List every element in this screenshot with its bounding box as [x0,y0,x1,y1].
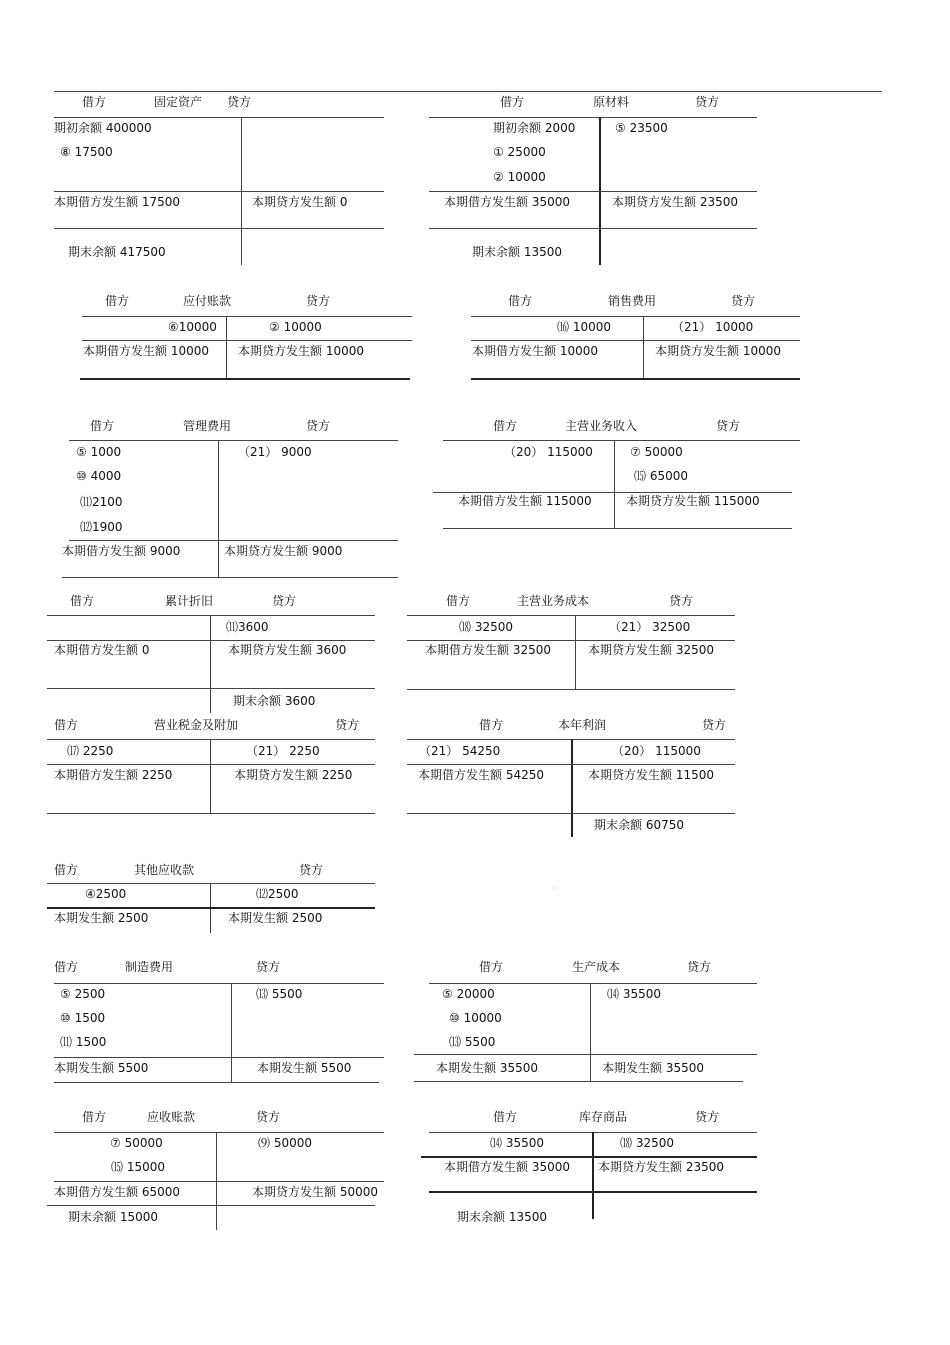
debit-total: 本期借方发生额 32500 [425,643,551,657]
credit-label: 贷方 [306,294,331,308]
credit-total: 本期贷方发生额 0 [252,195,348,209]
credit-total: 本期贷方发生额 9000 [224,544,343,558]
debit-label: 借方 [54,863,79,877]
debit-entry: （21） 54250 [419,744,501,758]
debit-label: 借方 [54,718,79,732]
account-title: 主营业务收入 [565,419,638,433]
debit-label: 借方 [54,960,79,974]
credit-label: 贷方 [731,294,756,308]
credit-entry: ⒂ 65000 [634,469,688,483]
credit-label: 贷方 [687,960,712,974]
center-divider [218,440,219,577]
debit-entry: ④2500 [85,887,127,901]
debit-entry: ⑤ 20000 [442,987,495,1001]
debit-entry: ⒅ 32500 [459,620,513,634]
debit-total: 本期借方发生额 17500 [54,195,180,209]
balance-rule [54,228,384,229]
debit-entry: ⑩ 4000 [76,469,122,483]
debit-total: 本期借方发生额 9000 [62,544,181,558]
debit-total: 本期借方发生额 35000 [444,195,570,209]
credit-entry: （21） 9000 [238,445,312,459]
totals-rule [54,191,384,192]
totals-rule [69,540,398,541]
closing-rule [407,689,735,690]
credit-label: 贷方 [299,863,324,877]
debit-entry: ⑾ 1500 [60,1035,107,1049]
debit-entry: ⑩ 1500 [60,1011,106,1025]
credit-entry: ⑤ 23500 [615,121,668,135]
credit-label: 贷方 [227,95,252,109]
totals-rule [47,640,375,641]
credit-total: 本期贷方发生额 32500 [588,643,714,657]
totals-rule [421,1156,757,1158]
debit-entry: ⑧ 17500 [60,145,113,159]
debit-total: 本期借方发生额 35000 [444,1160,570,1174]
account-title: 原材料 [593,95,630,109]
credit-total: 本期贷方发生额 50000 [252,1185,378,1199]
debit-total: 本期借方发生额 0 [54,643,150,657]
totals-rule [407,764,735,765]
account-title: 固定资产 [154,95,203,109]
debit-label: 借方 [493,419,518,433]
account-title: 应收账款 [147,1110,196,1124]
header-rule [47,883,375,884]
debit-label: 借方 [82,95,107,109]
account-title: 管理费用 [183,419,232,433]
debit-entry: ⒁ 35500 [490,1136,544,1150]
credit-total: 本期发生额 2500 [228,911,323,925]
credit-label: 贷方 [256,1110,281,1124]
closing-rule [443,528,792,529]
credit-label: 贷方 [695,1110,720,1124]
totals-rule [407,640,735,641]
center-divider [643,316,644,379]
credit-total: 本期贷方发生额 23500 [598,1160,724,1174]
ending-balance: 期末余额 15000 [68,1210,158,1224]
header-rule [54,117,384,118]
header-rule [69,440,398,441]
debit-label: 借方 [500,95,525,109]
account-title: 其他应收款 [134,863,195,877]
debit-label: 借方 [90,419,115,433]
closing-rule [414,1081,743,1082]
credit-total: 本期贷方发生额 115000 [626,494,760,508]
center-divider [575,615,576,689]
account-title: 本年利润 [558,718,607,732]
credit-label: 贷方 [669,594,694,608]
credit-entry: ⒁ 35500 [607,987,661,1001]
debit-label: 借方 [508,294,533,308]
center-divider [614,440,615,528]
debit-entry: ⑩ 10000 [449,1011,502,1025]
debit-entry: ⑥10000 [168,320,217,334]
ending-balance: 期末余额 417500 [68,245,166,259]
debit-label: 借方 [82,1110,107,1124]
credit-total: 本期贷方发生额 23500 [612,195,738,209]
totals-rule [47,764,375,765]
center-divider [231,983,232,1082]
debit-total: 本期借方发生额 10000 [83,344,209,358]
closing-rule [47,813,375,814]
header-rule [429,117,757,118]
credit-label: 贷方 [716,419,741,433]
header-rule [443,440,800,441]
header-rule [54,1132,384,1133]
header-rule [407,615,735,616]
credit-label: 贷方 [335,718,360,732]
debit-entry: ⑤ 2500 [60,987,106,1001]
ending-balance: 期末余额 13500 [472,245,562,259]
closing-rule [471,378,800,380]
debit-entry: 期初余额 400000 [54,121,152,135]
header-rule [54,983,384,984]
ending-balance: 期末余额 60750 [594,818,684,832]
closing-rule [54,1082,379,1083]
account-title: 制造费用 [125,960,174,974]
balance-rule [47,1205,375,1206]
debit-total: 本期发生额 35500 [436,1061,538,1075]
account-title: 销售费用 [608,294,657,308]
balance-rule [429,228,757,229]
debit-total: 本期借方发生额 10000 [472,344,598,358]
credit-label: 贷方 [306,419,331,433]
debit-entry: 期初余额 2000 [493,121,576,135]
balance-rule [47,688,375,689]
center-divider [226,316,227,379]
debit-label: 借方 [479,960,504,974]
closing-rule [80,378,410,380]
debit-entry: ⒄ 2250 [67,744,114,758]
credit-entry: ⑦ 50000 [630,445,683,459]
credit-label: 贷方 [702,718,727,732]
credit-entry: ② 10000 [269,320,322,334]
header-rule [47,739,375,740]
credit-entry: ⑼ 50000 [258,1136,312,1150]
credit-entry: （21） 10000 [672,320,754,334]
page-top-rule [54,91,882,92]
debit-entry: ⑦ 50000 [110,1136,163,1150]
credit-total: 本期贷方发生额 10000 [238,344,364,358]
debit-label: 借方 [105,294,130,308]
balance-rule [429,1191,757,1193]
center-divider [210,615,211,713]
credit-entry: （20） 115000 [612,744,701,758]
ending-balance: 期末余额 13500 [457,1210,547,1224]
header-rule [429,983,757,984]
debit-entry: ⒀ 5500 [449,1035,496,1049]
debit-total: 本期发生额 2500 [54,911,149,925]
credit-entry: （21） 2250 [246,744,320,758]
credit-label: 贷方 [256,960,281,974]
totals-rule [47,907,375,909]
credit-entry: ⒅ 32500 [620,1136,674,1150]
totals-rule [82,340,412,341]
credit-entry: （21） 32500 [609,620,691,634]
stray-dot: · [553,884,556,893]
credit-label: 贷方 [695,95,720,109]
header-rule [82,316,412,317]
balance-rule [407,813,735,814]
account-title: 营业税金及附加 [154,718,239,732]
ending-balance: 期末余额 3600 [233,694,316,708]
totals-rule [471,340,800,341]
debit-entry: ⑿1900 [80,520,123,534]
credit-entry: ⒀ 5500 [256,987,303,1001]
debit-total: 本期借方发生额 115000 [458,494,592,508]
debit-entry: ⑤ 1000 [76,445,122,459]
debit-total: 本期借方发生额 65000 [54,1185,180,1199]
center-divider [210,739,211,813]
credit-total: 本期发生额 5500 [257,1061,352,1075]
debit-total: 本期发生额 5500 [54,1061,149,1075]
debit-entry: ② 10000 [493,170,546,184]
account-title: 生产成本 [572,960,621,974]
debit-entry: ⑾2100 [80,495,123,509]
debit-label: 借方 [493,1110,518,1124]
debit-entry: ⒂ 15000 [111,1160,165,1174]
totals-rule [429,191,757,192]
debit-total: 本期借方发生额 2250 [54,768,173,782]
debit-label: 借方 [70,594,95,608]
closing-rule [62,577,398,578]
totals-rule [433,492,792,493]
debit-entry: ⒃ 10000 [557,320,611,334]
account-title: 库存商品 [579,1110,628,1124]
account-title: 应付账款 [183,294,232,308]
debit-label: 借方 [479,718,504,732]
totals-rule [54,1057,384,1058]
totals-rule [54,1181,384,1182]
credit-total: 本期贷方发生额 10000 [655,344,781,358]
credit-total: 本期发生额 35500 [602,1061,704,1075]
account-title: 累计折旧 [165,594,214,608]
center-divider [592,1132,594,1219]
credit-total: 本期贷方发生额 11500 [588,768,714,782]
debit-total: 本期借方发生额 54250 [418,768,544,782]
center-divider [571,739,573,837]
credit-label: 贷方 [272,594,297,608]
credit-entry: ⑾3600 [226,620,269,634]
credit-entry: ⑿2500 [256,887,299,901]
header-rule [47,615,375,616]
debit-entry: ① 25000 [493,145,546,159]
debit-entry: （20） 115000 [504,445,593,459]
account-title: 主营业务成本 [517,594,590,608]
credit-total: 本期贷方发生额 2250 [234,768,353,782]
debit-label: 借方 [446,594,471,608]
totals-rule [414,1054,757,1055]
header-rule [471,316,800,317]
credit-total: 本期贷方发生额 3600 [228,643,347,657]
center-divider [590,983,591,1082]
